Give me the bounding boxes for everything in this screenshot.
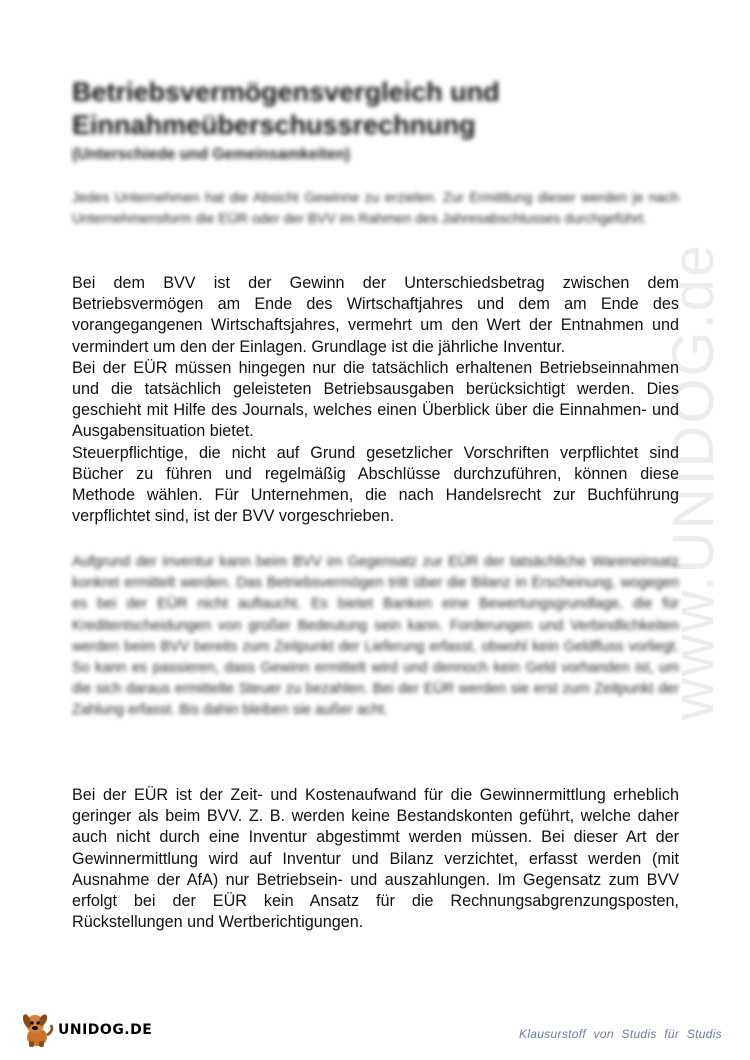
dog-mascot-icon — [20, 1011, 56, 1049]
watermark: www.UNIDOG.de — [661, 242, 726, 720]
paragraph-eur: Bei der EÜR müssen hingegen nur die tatsächlich erhaltenen Betriebseinnahmen und die tatsächlich geleisteten Betriebsausgaben berücksichtigt werden. Dies geschieht mit Hilfe des Journals, welches einen Überblick über die Einnahmen- und Ausgabensituation bietet. — [72, 358, 679, 441]
document-subtitle: (Unterschiede und Gemeinsamkeiten) — [72, 146, 351, 163]
intro-paragraph: Jedes Unternehmen hat die Absicht Gewinne zu erzielen. Zur Ermittlung dieser werden je nach Unternehmensform die EÜR oder der BVV im Rahmen des Jahresabschlusses durchgeführt. — [72, 189, 679, 226]
logo-text: UNIDOG.DE — [58, 1022, 153, 1038]
paragraph-effort: Bei der EÜR ist der Zeit- und Kostenaufwand für die Gewinnermittlung erheblich geringer als beim BVV. Z. B. werden keine Bestandskonten geführt, welche daher auch nicht durch eine Inventur abgestimmt werden müssen. Bei dieser Art der Gewinnermittlung wird auf Inventur und Bilanz verzichtet, erfasst werden (mit Ausnahme der AfA) nur Betriebsein- und auszahlungen. Im Gegensatz zum BVV erfolgt bei der EÜR kein Ansatz für die Rechnungsabgrenzungsposten, Rückstellungen und Wertberichtigungen. — [72, 786, 679, 932]
paragraph-inventory: Aufgrund der Inventur kann beim BVV im Gegensatz zur EÜR der tatsächliche Wareneinsatz konkret ermittelt werden. Das Betriebsvermögen tritt über die Bilanz in Erscheinung, wogegen es bei der EÜR nicht auftaucht. Es bietet Banken eine Bewertungsgrundlage, die für Kreditentscheidungen von großer Bedeutung sein kann. Forderungen und Verbindlichkeiten werden beim BVV bereits zum Zeitpunkt der Lieferung erfasst, obwohl kein Geldfluss vorliegt. So kann es passieren, dass Gewinn ermittelt wird und dennoch kein Geld vorhanden ist, um die sich daraus ermittelte Steuer zu bezahlen. Bei der EÜR werden sie erst zum Zeitpunkt der Zahlung erfasst. Bis dahin bleiben sie außer acht. — [72, 554, 679, 719]
document-title: Betriebsvermögensvergleich und Einnahmeüberschussrechnung — [72, 77, 500, 140]
footer-tagline: Klausurstoff von Studis für Studis — [519, 1027, 722, 1041]
body-section-bvv-eur — [72, 273, 679, 527]
footer-logo[interactable] — [20, 1010, 170, 1050]
paragraph-tax: Steuerpflichtige, die nicht auf Grund gesetzlicher Vorschriften verpflichtet sind Bücher zu führen und regelmäßig Abschlüsse durchzuführen, können diese Methode wählen. Für Unternehmen, die nach Handelsrecht zur Buchführung verpflichtet sind, ist der BVV vorgeschrieben. — [72, 443, 679, 526]
paragraph-bvv: Bei dem BVV ist der Gewinn der Unterschiedsbetrag zwischen dem Betriebsvermögen am Ende des Wirtschaftjahres und dem am Ende des vorangegangenen Wirtschaftsjahres, vermehrt um den Wert der Entnahmen und vermindert um den der Einlagen. Grundlage ist die jährliche Inventur. — [72, 274, 679, 356]
